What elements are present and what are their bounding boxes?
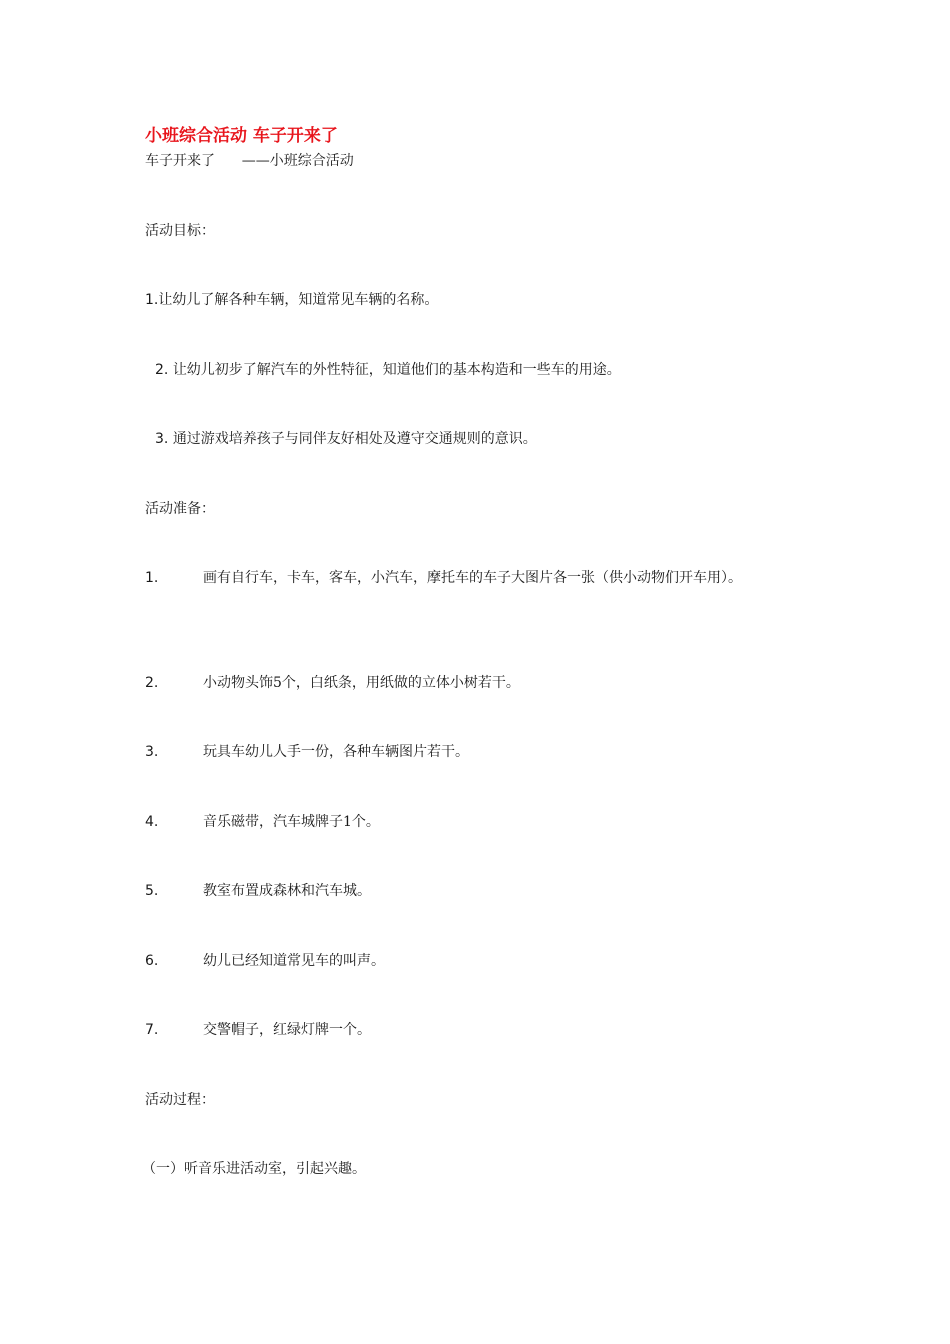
prep-item [145,741,795,763]
goal-number: 3. [155,431,169,447]
prep-item [145,950,795,972]
goal-item [145,289,795,311]
document-title: 小班综合活动 车子开来了 [145,126,338,146]
prep-number: 6. [145,953,159,969]
prep-item [145,672,795,694]
prep-text: 小动物头饰5个，白纸条，用纸做的立体小树若干。 [203,675,520,691]
prep-item [145,880,795,902]
prep-item [145,811,795,833]
goal-number: 1. [145,292,159,308]
prep-number: 3. [145,744,159,760]
prep-text: 交警帽子，红绿灯牌一个。 [203,1022,371,1038]
goal-item [145,359,805,381]
goals-heading: 活动目标： [145,223,215,239]
prep-text: 幼儿已经知道常见车的叫声。 [203,953,385,969]
process-step: （一）听音乐进活动室，引起兴趣。 [142,1161,366,1177]
prep-text: 玩具车幼儿人手一份，各种车辆图片若干。 [203,744,469,760]
prep-text-wrapped: 画有自行车，卡车，客车，小汽车，摩托车的车子大图片各一张（供小动物们开车用）。 [203,570,742,586]
goal-text: 让幼儿初步了解汽车的外性特征，知道他们的基本构造和一些车的用途。 [172,362,621,378]
process-heading: 活动过程： [145,1092,215,1108]
document-body [142,124,795,1177]
goal-item [145,428,805,450]
prep-item [145,1019,795,1041]
prep-text: 教室布置成森林和汽车城。 [203,883,371,899]
prep-heading: 活动准备： [145,501,215,517]
prep-number: 4. [145,814,159,830]
prep-number: 1. [145,570,159,586]
prep-number: 7. [145,1022,159,1038]
goal-text: 通过游戏培养孩子与同伴友好相处及遵守交通规则的意识。 [172,431,537,447]
goal-text: 让幼儿了解各种车辆，知道常见车辆的名称。 [158,292,439,308]
goal-number: 2. [155,362,169,378]
prep-number: 2. [145,675,159,691]
prep-text: 音乐磁带，汽车城牌子1个。 [203,814,380,830]
document-subtitle: 车子开来了 ——小班综合活动 [145,153,354,169]
prep-number: 5. [145,883,159,899]
